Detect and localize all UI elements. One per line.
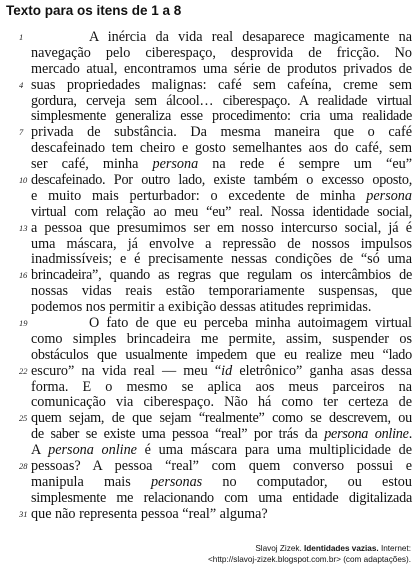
text-line [31,94,412,110]
text-line [31,395,412,411]
text-segment: de saber se existe uma pessoa “real” por trás da [31,426,325,443]
line-number: 16 [19,270,27,281]
text-line [31,237,412,253]
text-line [19,458,412,475]
text-line [31,205,412,221]
italic-term: persona [366,187,412,204]
italic-term: personas [150,473,203,490]
text-line [31,284,412,300]
text-segment: A [31,442,49,459]
text-line [19,76,412,94]
italic-term: id [221,362,233,379]
source-note: (com adaptações). [343,555,411,564]
text-segment: gordura, cerveja sem álcool… ciberespaço. A realidade virtual [31,92,412,109]
text-line [19,172,412,189]
source-label: Internet: [380,544,411,553]
text-line [31,300,412,316]
text-line [19,362,412,380]
italic-term: persona online [324,426,409,443]
text-line [31,475,412,491]
line-number: 25 [19,413,27,424]
text-segment: forma. E o mesmo se aplica aos meus parceiros na [31,378,412,395]
text-segment: A inércia da vida real desaparece magicamente na [89,29,412,45]
text-line [31,189,412,205]
line-number: 10 [19,175,27,186]
text-segment: é uma máscara para uma multiplicidade de [136,442,413,459]
text-line [31,427,412,443]
text-line [19,505,412,523]
text-segment: navegação pelo ciberespaço, desprovida de fricção. No [31,44,412,61]
text-line [19,219,412,237]
text-segment: que não representa pessoa “real” alguma? [31,505,268,522]
italic-term: persona online [48,442,137,459]
text-segment: como simples brincadeira me permite, assim, suspender os [31,330,412,347]
text-segment: obstáculos que usualmente impedem que eu realize meu “lado [31,346,412,363]
text-line [31,332,412,348]
text-segment: ser café, minha [31,156,153,173]
line-number: 4 [19,79,24,90]
text-segment: comunicação via ciberespaço. Não há como ter certeza de [31,394,412,411]
source-work: Identidades vazias. [304,544,379,553]
text-line [19,410,412,427]
text-segment: manipula mais [31,473,151,490]
text-line [19,267,412,284]
line-number: 1 [19,32,24,42]
text-segment: a pessoa que presumimos ser em nosso intercurso social, já é [31,219,412,236]
text-segment: privada de substância. Da mesma maneira que o café [31,124,412,141]
text-line [31,491,412,507]
text-segment: mercado atual, encontramos uma série de produtos privados de [31,60,412,77]
text-body [19,29,413,523]
text-segment: na rede é sempre um “eu” [198,156,413,173]
line-number: 13 [19,222,28,233]
text-segment: podemos nos permitir a exibição dessas atitudes reprimidas. [31,299,372,316]
text-line [19,315,412,332]
text-segment: e muito mais perturbador: o excedente de minha [31,187,367,204]
source-citation [171,543,411,565]
text-line [31,380,412,396]
text-segment: simplesmente generaliza esse procedimento: cria uma realidade [31,108,412,125]
text-segment: . [408,426,412,443]
text-line [19,124,412,141]
text-segment: suas propriedades malignas: café sem cafeína, creme sem [31,76,412,93]
text-segment: inadmissíveis; e é precisamente nessas condições de “só uma [31,251,412,268]
text-segment: descafeinado. Por outro lado, existe também o excesso oposto, [31,172,412,189]
text-line [31,252,412,268]
line-number: 7 [19,127,24,138]
text-segment: pessoas? A pessoa “real” com quem converso possui e [31,458,412,475]
text-segment: uma máscara, já envolve a repressão de nossos impulsos [31,235,412,252]
line-number: 31 [19,508,28,519]
text-segment: simplesmente me relacionando com uma entidade digitalizada [31,489,412,506]
text-segment: virtual com relação ao meu “eu” real. Nossa identidade social, [31,203,412,220]
text-line [19,29,412,46]
text-segment: escuro” na vida real — meu “ [31,362,222,379]
italic-term: persona [152,156,199,173]
text-line [31,141,412,157]
text-segment: no computador, ou estou [202,473,412,490]
line-number: 22 [19,365,28,376]
text-line [31,157,412,173]
text-segment: O fato de que eu perceba minha autoimagem virtual [89,315,412,332]
source-author: Slavoj Zizek. [255,544,302,553]
text-line [31,348,412,364]
text-line [31,443,412,459]
text-segment: brincadeira”, quando as regras que regulam os intercâmbios de [31,267,412,284]
text-segment: eletrônico” ganha asas dessa [232,362,412,379]
section-title: Texto para os itens de 1 a 8 [6,3,182,18]
text-line [31,62,412,78]
line-number: 28 [19,461,28,472]
text-segment: descafeinado tem cheiro e gosto semelhantes aos do café, sem [31,140,412,157]
source-url: <http://slavoj-zizek.blogspot.com.br> [208,555,341,564]
line-number: 19 [19,318,28,329]
text-line [31,46,412,62]
text-line [31,109,412,125]
text-segment: quem sejam, de que sejam “realmente” como se descrevem, ou [31,410,412,427]
text-segment: nossas vidas reais estão temporariamente suspensas, que [31,283,412,300]
